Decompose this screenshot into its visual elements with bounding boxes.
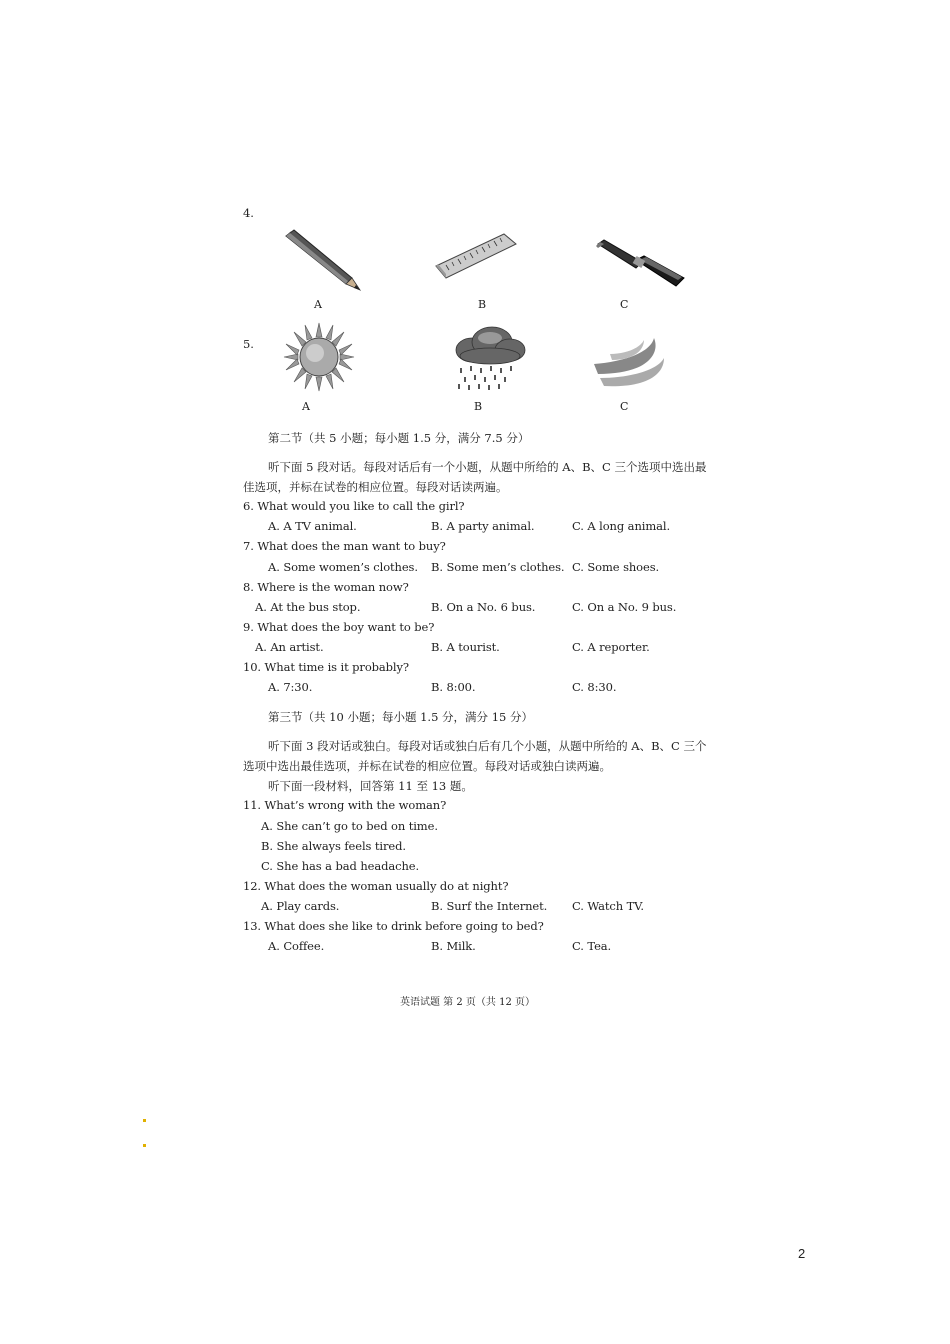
sun-icon <box>282 322 356 392</box>
q10-option-a: A. 7:30. <box>268 680 313 694</box>
q6-option-b: B. A party animal. <box>431 519 535 533</box>
q10-option-c: C. 8:30. <box>572 680 617 694</box>
question-12-text: 12. What does the woman usually do at night? <box>243 879 509 893</box>
question-5-number: 5. <box>243 337 254 351</box>
q9-option-b: B. A tourist. <box>431 640 500 654</box>
q4-option-a-label: A <box>314 298 322 311</box>
question-9-text: 9. What does the boy want to be? <box>243 620 435 634</box>
q9-option-a: A. An artist. <box>255 640 324 654</box>
q7-option-a: A. Some women’s clothes. <box>268 560 418 574</box>
decorative-dot <box>143 1144 146 1147</box>
question-7-text: 7. What does the man want to buy? <box>243 539 446 553</box>
section2-heading: 第二节（共 5 小题；每小题 1.5 分，满分 7.5 分） <box>268 431 530 445</box>
section3-instruction-line1: 听下面 3 段对话或独白。每段对话或独白后有几个小题，从题中所给的 A、B、C 三个 <box>268 739 707 753</box>
q13-option-a: A. Coffee. <box>268 939 325 953</box>
q4-option-c-label: C <box>620 298 629 311</box>
q8-option-c: C. On a No. 9 bus. <box>572 600 677 614</box>
question-8-text: 8. Where is the woman now? <box>243 580 409 594</box>
section2-instruction-line2: 佳选项，并标在试卷的相应位置。每段对话读两遍。 <box>243 480 508 494</box>
section2-instruction-line1: 听下面 5 段对话。每段对话后有一个小题，从题中所给的 A、B、C 三个选项中选出最 <box>268 460 707 474</box>
wind-icon <box>590 334 670 392</box>
q4-option-b-label: B <box>478 298 487 311</box>
q7-option-b: B. Some men’s clothes. <box>431 560 565 574</box>
q8-option-a: A. At the bus stop. <box>255 600 361 614</box>
section3-instruction-line2: 选项中选出最佳选项，并标在试卷的相应位置。每段对话或独白读两遍。 <box>243 759 611 773</box>
pen-icon <box>594 238 688 288</box>
q5-option-c-label: C <box>620 400 629 413</box>
q12-option-a: A. Play cards. <box>261 899 340 913</box>
q11-option-c: C. She has a bad headache. <box>261 859 420 873</box>
question-13-text: 13. What does she like to drink before going to bed? <box>243 919 544 933</box>
q10-option-b: B. 8:00. <box>431 680 476 694</box>
q6-option-c: C. A long animal. <box>572 519 671 533</box>
question-4-number: 4. <box>243 206 254 220</box>
page-footer: 英语试题 第 2 页（共 12 页） <box>400 997 535 1008</box>
section3-material-note: 听下面一段材料，回答第 11 至 13 题。 <box>268 779 473 793</box>
question-6-text: 6. What would you like to call the girl? <box>243 499 465 513</box>
question-10-text: 10. What time is it probably? <box>243 660 409 674</box>
q11-option-b: B. She always feels tired. <box>261 839 406 853</box>
ruler-icon <box>434 232 518 280</box>
q5-option-b-label: B <box>474 400 483 413</box>
q9-option-c: C. A reporter. <box>572 640 650 654</box>
q6-option-a: A. A TV animal. <box>268 519 357 533</box>
q12-option-c: C. Watch TV. <box>572 899 644 913</box>
q12-option-b: B. Surf the Internet. <box>431 899 548 913</box>
q7-option-c: C. Some shoes. <box>572 560 660 574</box>
q13-option-b: B. Milk. <box>431 939 476 953</box>
question-11-text: 11. What’s wrong with the woman? <box>243 798 447 812</box>
q8-option-b: B. On a No. 6 bus. <box>431 600 536 614</box>
section3-heading: 第三节（共 10 小题；每小题 1.5 分，满分 15 分） <box>268 710 533 724</box>
rain-cloud-icon <box>450 324 528 392</box>
decorative-dot <box>143 1119 146 1122</box>
q11-option-a: A. She can’t go to bed on time. <box>261 819 438 833</box>
pencil-icon <box>280 228 366 292</box>
q5-option-a-label: A <box>302 400 310 413</box>
page-number: 2 <box>798 1246 806 1261</box>
q13-option-c: C. Tea. <box>572 939 612 953</box>
